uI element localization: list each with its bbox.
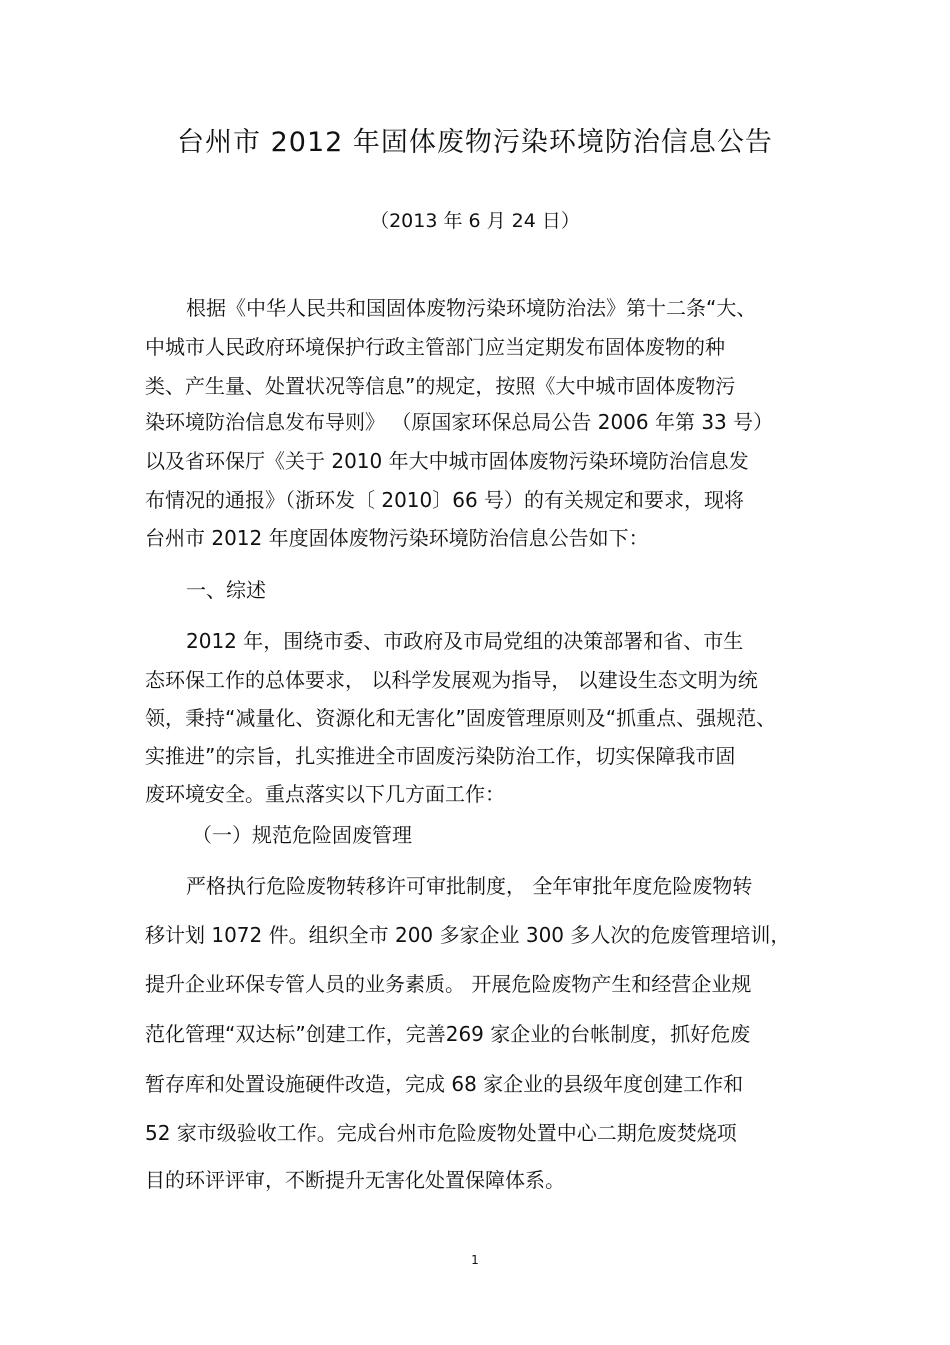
hazardous-line: 严格执行危险废物转移许可审批制度， 全年审批年度危险废物转 [186, 874, 753, 898]
intro-line: 台州市 2012 年度固体废物污染环境防治信息公告如下： [145, 526, 649, 550]
page-number: 1 [471, 1253, 479, 1267]
hazardous-line: 移计划 1072 件。组织全市 200 多家企业 300 多人次的危废管理培训， [145, 923, 791, 947]
summary-line: 实推进”的宗旨，扎实推进全市固废污染防治工作，切实保障我市固 [145, 744, 736, 768]
publication-date: （2013 年 6 月 24 日） [370, 210, 580, 232]
hazardous-line: 提升企业环保专管人员的业务素质。 开展危险废物产生和经营企业规 [145, 972, 752, 996]
intro-line: 布情况的通报》（浙环发〔 2010〕66 号）的有关规定和要求，现将 [145, 488, 745, 512]
intro-line: 以及省环保厅《关于 2010 年大中城市固体废物污染环境防治信息发 [145, 449, 749, 473]
intro-line: 染环境防治信息发布导则》 （原国家环保总局公告 2006 年第 33 号） [145, 410, 774, 434]
summary-line: 废环境安全。重点落实以下几方面工作： [145, 782, 505, 806]
summary-line: 2012 年，围绕市委、市政府及市局党组的决策部署和省、市生 [186, 629, 744, 653]
hazardous-line: 暂存库和处置设施硬件改造，完成 68 家企业的县级年度创建工作和 [145, 1072, 744, 1096]
hazardous-line: 52 家市级验收工作。完成台州市危险废物处置中心二期危废焚烧项 [145, 1121, 737, 1145]
intro-line: 中城市人民政府环境保护行政主管部门应当定期发布固体废物的种 [145, 335, 725, 359]
intro-line: 类、产生量、处置状况等信息”的规定，按照《大中城市固体废物污 [145, 374, 736, 398]
summary-line: 态环保工作的总体要求， 以科学发展观为指导， 以建设生态文明为统 [145, 668, 758, 692]
summary-line: 领，秉持“减量化、资源化和无害化”固废管理原则及“抓重点、强规范、 [145, 706, 777, 730]
hazardous-line: 目的环评评审，不断提升无害化处置保障体系。 [145, 1168, 565, 1192]
section-heading: 一、综述 [186, 578, 266, 602]
intro-line: 根据《中华人民共和国固体废物污染环境防治法》第十二条“大、 [186, 296, 757, 320]
document-title: 台州市 2012 年固体废物污染环境防治信息公告 [177, 127, 773, 158]
subsection-heading: （一）规范危险固废管理 [192, 823, 412, 847]
hazardous-line: 范化管理“双达标”创建工作，完善269 家企业的台帐制度，抓好危废 [145, 1022, 751, 1046]
